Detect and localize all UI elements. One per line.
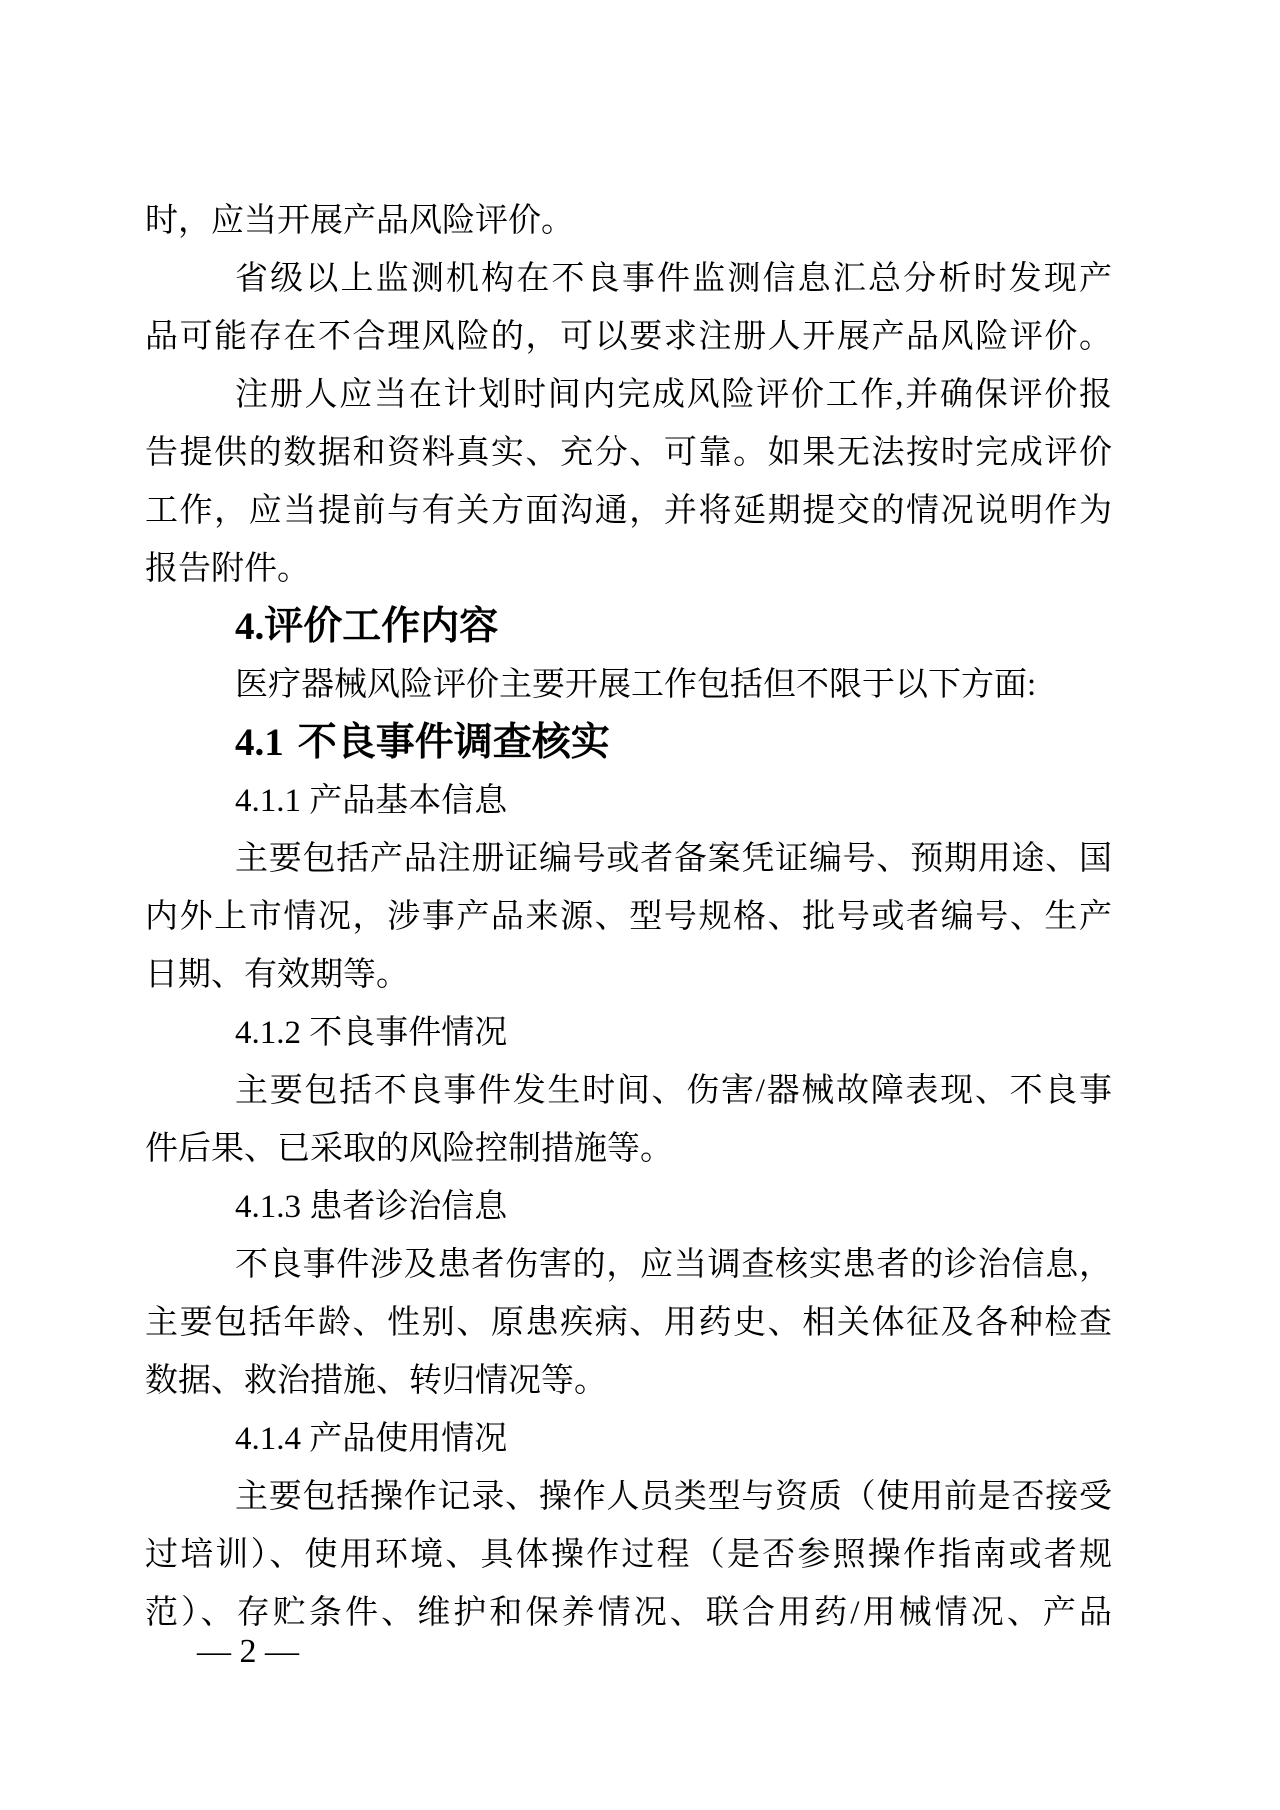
page-number: — 2 —: [197, 1633, 299, 1670]
paragraph-line: 日期、有效期等。: [145, 957, 409, 993]
paragraph-line: 数据、救治措施、转归情况等。: [145, 1363, 607, 1399]
section-4-title: 评价工作内容: [264, 605, 499, 648]
section-4-1-title: 不良事件调查核实: [297, 721, 610, 764]
paragraph-line: 注册人应当在计划时间内完成风险评价工作,并确保评价报: [235, 377, 1112, 413]
section-4-1-1-heading: 4.1.1 产品基本信息: [235, 783, 508, 819]
paragraph-line: 主要包括不良事件发生时间、伤害/器械故障表现、不良事: [235, 1073, 1112, 1109]
paragraph-line: 工作，应当提前与有关方面沟通，并将延期提交的情况说明作为: [145, 493, 1112, 529]
paragraph-line: 品可能存在不合理风险的，可以要求注册人开展产品风险评价。: [145, 319, 1112, 355]
section-4-1-2-heading: 4.1.2 不良事件情况: [235, 1015, 508, 1051]
paragraph-line: 内外上市情况，涉事产品来源、型号规格、批号或者编号、生产: [145, 899, 1112, 935]
paragraph-line: 省级以上监测机构在不良事件监测信息汇总分析时发现产: [235, 261, 1112, 297]
section-4-1-3-heading: 4.1.3 患者诊治信息: [235, 1189, 508, 1225]
paragraph-line: 告提供的数据和资料真实、充分、可靠。如果无法按时完成评价: [145, 435, 1112, 471]
paragraph-line: 主要包括年龄、性别、原患疾病、用药史、相关体征及各种检查: [145, 1305, 1112, 1341]
paragraph-line: 主要包括操作记录、操作人员类型与资质（使用前是否接受: [235, 1479, 1112, 1515]
section-4-1-4-heading: 4.1.4 产品使用情况: [235, 1421, 508, 1457]
paragraph-line: 范）、存贮条件、维护和保养情况、联合用药/用械情况、产品: [145, 1595, 1112, 1631]
section-4-1-heading: [145, 714, 1112, 772]
paragraph-line: 时，应当开展产品风险评价。: [145, 203, 574, 239]
paragraph-line: 过培训）、使用环境、具体操作过程（是否参照操作指南或者规: [145, 1537, 1112, 1573]
paragraph-line: 不良事件涉及患者伤害的，应当调查核实患者的诊治信息，: [235, 1247, 1112, 1283]
section-4-1-number: 4.1: [235, 721, 284, 764]
section-4-number: 4.: [235, 605, 265, 648]
document-body: [145, 192, 1112, 1642]
paragraph-line: 报告附件。: [145, 551, 310, 587]
paragraph-line: 主要包括产品注册证编号或者备案凭证编号、预期用途、国: [235, 841, 1112, 877]
paragraph-line: 件后果、已采取的风险控制措施等。: [145, 1131, 673, 1167]
paragraph-line: 医疗器械风险评价主要开展工作包括但不限于以下方面:: [235, 667, 1037, 703]
section-4-heading: [145, 598, 1112, 656]
